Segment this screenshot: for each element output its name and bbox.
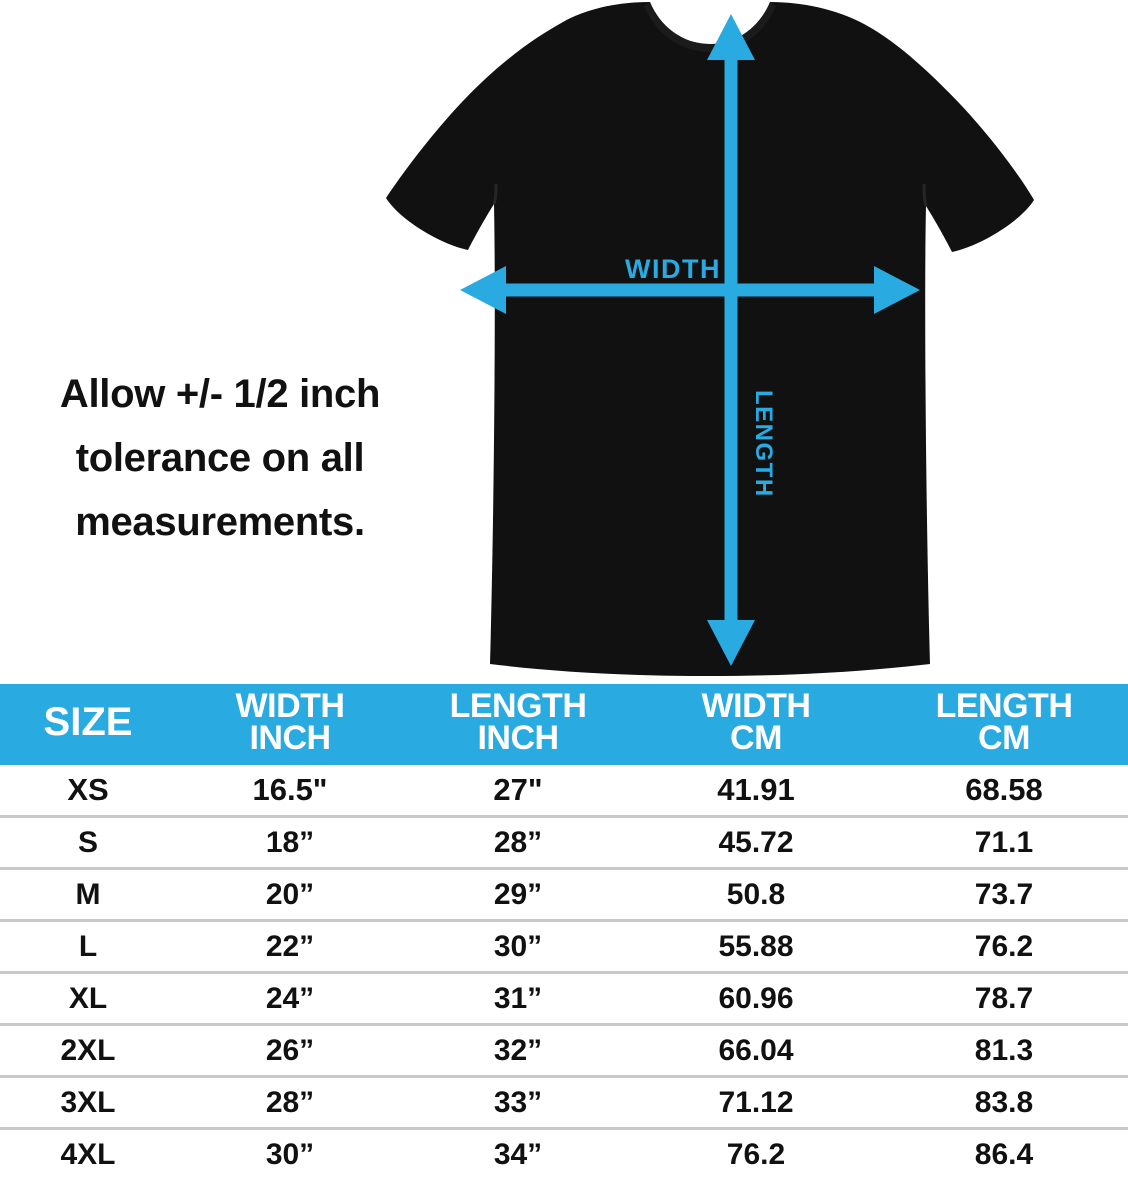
width-arrow-label: WIDTH bbox=[625, 254, 721, 284]
cell-width-inch: 30” bbox=[176, 1129, 404, 1181]
cell-width-cm: 76.2 bbox=[632, 1129, 880, 1181]
cell-length-cm: 68.58 bbox=[880, 765, 1128, 817]
cell-width-cm: 50.8 bbox=[632, 869, 880, 921]
table-row bbox=[0, 817, 1128, 869]
cell-size: M bbox=[0, 869, 176, 921]
size-chart-table bbox=[0, 684, 1128, 1181]
table-header bbox=[0, 684, 1128, 765]
cell-length-inch: 33” bbox=[404, 1077, 632, 1129]
cell-length-cm: 71.1 bbox=[880, 817, 1128, 869]
table-header-row bbox=[0, 684, 1128, 765]
column-header-width-cm bbox=[632, 684, 880, 765]
cell-width-inch: 22” bbox=[176, 921, 404, 973]
cell-length-cm: 86.4 bbox=[880, 1129, 1128, 1181]
cell-size: 3XL bbox=[0, 1077, 176, 1129]
cell-length-inch: 30” bbox=[404, 921, 632, 973]
cell-width-cm: 45.72 bbox=[632, 817, 880, 869]
cell-size: 4XL bbox=[0, 1129, 176, 1181]
cell-size: L bbox=[0, 921, 176, 973]
column-header-width-inch-line2: INCH bbox=[249, 719, 331, 758]
column-header-length-cm bbox=[880, 684, 1128, 765]
table-row bbox=[0, 765, 1128, 817]
cell-length-inch: 32” bbox=[404, 1025, 632, 1077]
column-header-width-cm-line2: CM bbox=[730, 719, 782, 758]
table-row bbox=[0, 1025, 1128, 1077]
column-header-width-cm-line1: WIDTH bbox=[701, 687, 811, 725]
cell-length-inch: 29” bbox=[404, 869, 632, 921]
column-header-width-inch bbox=[176, 684, 404, 765]
column-header-size bbox=[0, 684, 176, 765]
cell-width-cm: 60.96 bbox=[632, 973, 880, 1025]
column-header-width-inch-line1: WIDTH bbox=[235, 687, 345, 725]
cell-length-cm: 81.3 bbox=[880, 1025, 1128, 1077]
cell-width-inch: 28” bbox=[176, 1077, 404, 1129]
cell-length-cm: 76.2 bbox=[880, 921, 1128, 973]
tolerance-note: Allow +/- 1/2 inch tolerance on all measurements. bbox=[59, 372, 381, 544]
cell-length-inch: 27" bbox=[404, 765, 632, 817]
table-row bbox=[0, 1077, 1128, 1129]
table-row bbox=[0, 921, 1128, 973]
cell-width-inch: 24” bbox=[176, 973, 404, 1025]
cell-width-cm: 66.04 bbox=[632, 1025, 880, 1077]
cell-width-inch: 18” bbox=[176, 817, 404, 869]
table-row bbox=[0, 973, 1128, 1025]
cell-size: XL bbox=[0, 973, 176, 1025]
cell-length-cm: 73.7 bbox=[880, 869, 1128, 921]
cell-length-inch: 28” bbox=[404, 817, 632, 869]
table-body bbox=[0, 765, 1128, 1181]
column-header-length-cm-line2: CM bbox=[978, 719, 1030, 758]
tshirt-diagram bbox=[320, 0, 1060, 684]
column-header-length-inch-line2: INCH bbox=[477, 719, 559, 758]
column-header-length-inch bbox=[404, 684, 632, 765]
table-row bbox=[0, 1129, 1128, 1181]
cell-length-cm: 83.8 bbox=[880, 1077, 1128, 1129]
cell-width-cm: 55.88 bbox=[632, 921, 880, 973]
cell-width-inch: 16.5" bbox=[176, 765, 404, 817]
cell-length-inch: 34” bbox=[404, 1129, 632, 1181]
table-row bbox=[0, 869, 1128, 921]
column-header-size-line1: SIZE bbox=[43, 700, 133, 745]
tshirt-shape bbox=[386, 0, 1034, 676]
column-header-length-cm-line1: LENGTH bbox=[935, 687, 1073, 725]
cell-size: 2XL bbox=[0, 1025, 176, 1077]
cell-length-cm: 78.7 bbox=[880, 973, 1128, 1025]
cell-width-cm: 71.12 bbox=[632, 1077, 880, 1129]
cell-width-cm: 41.91 bbox=[632, 765, 880, 817]
length-arrow-label: LENGTH bbox=[750, 390, 777, 498]
cell-length-inch: 31” bbox=[404, 973, 632, 1025]
column-header-length-inch-line1: LENGTH bbox=[449, 687, 587, 725]
cell-size: S bbox=[0, 817, 176, 869]
cell-width-inch: 20” bbox=[176, 869, 404, 921]
cell-width-inch: 26” bbox=[176, 1025, 404, 1077]
cell-size: XS bbox=[0, 765, 176, 817]
